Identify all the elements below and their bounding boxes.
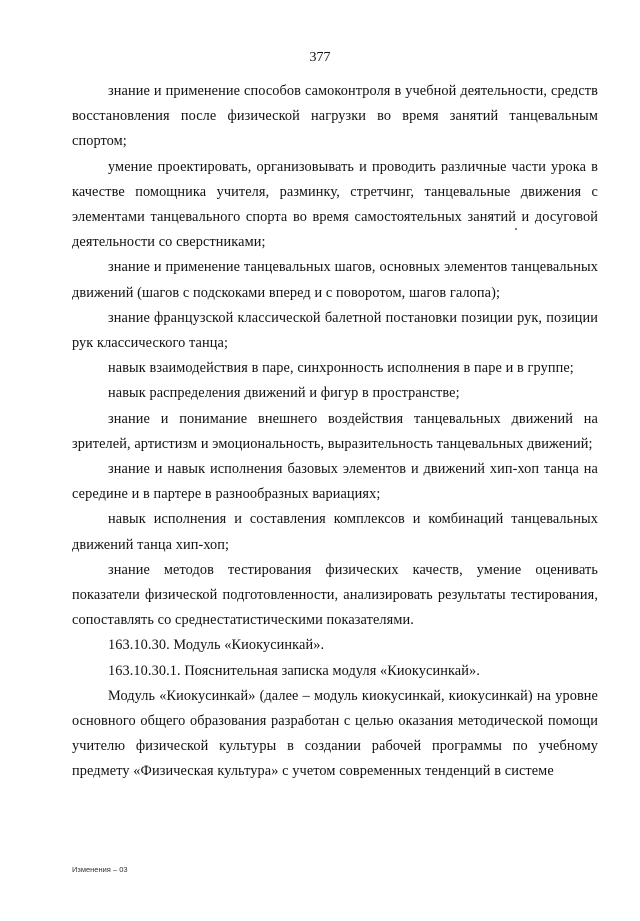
paragraph: Модуль «Киокусинкай» (далее – модуль киокусинкай, киокусинкай) на уровне основного общего образования разработан с целью оказания методической помощи учителю физической культуры в создании рабочей программы по учебному предмету «Физическая культура» с учетом современных тенденций в системе bbox=[72, 687, 598, 780]
paragraph: знание французской классической балетной постановки позиции рук, позиции рук классического танца; bbox=[72, 309, 598, 352]
paragraph: знание методов тестирования физических качеств, умение оценивать показатели физической подготовленности, анализировать результаты тестирования, сопоставлять со среднестатистическими показателями. bbox=[72, 561, 598, 629]
footer-note: Изменения – 03 bbox=[72, 865, 128, 874]
page-number: 377 bbox=[309, 50, 331, 65]
paragraph: навык исполнения и составления комплексов и комбинаций танцевальных движений танца хип-хоп; bbox=[72, 511, 598, 553]
paragraph: знание и понимание внешнего воздействия танцевальных движений на зрителей, артистизм и эмоциональность, выразительность танцевальных движений; bbox=[72, 410, 598, 452]
paragraph: навык взаимодействия в паре, синхронность исполнения в паре и в группе; bbox=[108, 360, 574, 377]
paragraph: умение проектировать, организовывать и проводить различные части урока в качестве помощника учителя, разминку, стретчинг, танцевальные движения с элементами танцевального спорта во время самостоятельных занятий и досуговой деятельности со сверстниками; bbox=[72, 158, 598, 251]
scan-speck bbox=[515, 228, 517, 230]
body-text bbox=[72, 79, 598, 785]
paragraph: знание и применение танцевальных шагов, основных элементов танцевальных движений (шагов с подскоками вперед и с поворотом, шагов галопа); bbox=[72, 259, 598, 301]
section-heading: 163.10.30. Модуль «Киокусинкай». bbox=[108, 637, 325, 654]
subsection-heading: 163.10.30.1. Пояснительная записка модуля «Киокусинкай». bbox=[108, 662, 480, 679]
paragraph: знание и применение способов самоконтроля в учебной деятельности, средств восстановления после физической нагрузки во время занятий танцевальным спортом; bbox=[72, 83, 598, 150]
paragraph: навык распределения движений и фигур в пространстве; bbox=[108, 385, 460, 402]
paragraph: знание и навык исполнения базовых элементов и движений хип-хоп танца на середине и в партере в разнообразных вариациях; bbox=[72, 461, 598, 503]
